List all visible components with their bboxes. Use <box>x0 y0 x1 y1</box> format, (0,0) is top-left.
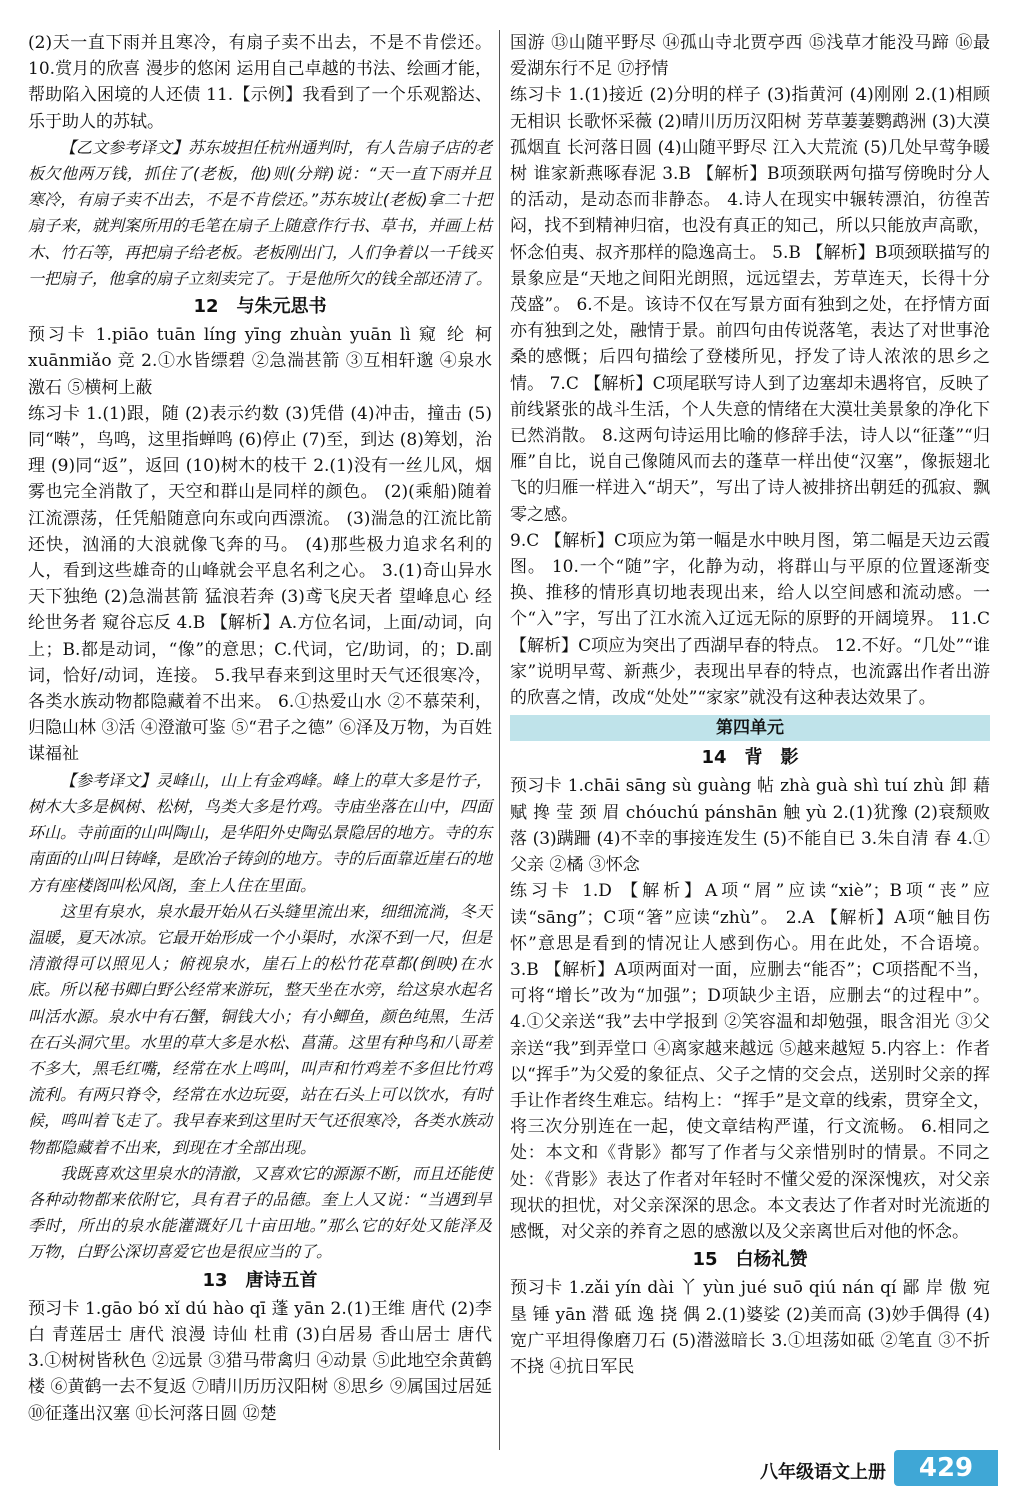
answer-paragraph: 预习卡 1.gāo bó xǐ dú hào qī 蓬 yān 2.(1)王维 唐代 (2)李白 青莲居士 唐代 浪漫 诗仙 杜甫 (3)白居易 香山居士 唐代 3.①树树皆秋色 ②远景 ③猎马带禽归 ④动景 ⑤此地空余黄鹤楼 ⑥黄鹤一去不复返 ⑦晴川历历汉阳树 ⑧思乡 ⑨属国过居延 ⑩征蓬出汉塞 ⑪长河落日圆 ⑫楚 <box>28 1298 492 1424</box>
lesson-title: 13 唐诗五首 <box>202 1269 318 1291</box>
unit-banner: 第四单元 <box>510 715 990 741</box>
answer-paragraph: 练习卡 1.(1)跟，随 (2)表示约数 (3)凭借 (4)冲击，撞击 (5)同“啭”，鸟鸣，这里指蝉鸣 (6)停止 (7)至，到达 (8)筹划，治理 (9)同“返”，返回 (10)树木的枝干 2.(1)没有一丝儿风，烟雾也完全消散了，天空和群山是同样的颜色。 (2)(乘船)随着江流漂荡，任凭船随意向东或向西漂流。 (3)湍急的江流比箭还快，汹涌的大浪就像飞奔的马。 (4)那些极力追求名利的人，看到这些雄奇的山峰就会平息名利之心。 3.(1)奇山异水 天下独绝 (2)急湍甚箭 猛浪若奔 (3)鸢飞戾天者 望峰息心 经纶世务者 窥谷忘反 4.B 【解析】A.方位名词，上面/动词，向上；B.都是动词，“像”的意思；C.代词，它/助词，的；D.副词，恰好/动词，连接。 5.我早春来到这里时天气还很寒冷，各类水族动物都隐藏着不出来。 6.①热爱山水 ②不慕荣利，归隐山林 ③活 ④澄澈可鉴 ⑤“君子之德” ⑥泽及万物，为百姓谋福祉 <box>28 403 492 765</box>
book-title-label: 八年级语文上册 <box>760 1462 886 1483</box>
left-column <box>28 30 492 1427</box>
lesson-title: 14 背 影 <box>701 747 799 769</box>
answer-paragraph: 9.C 【解析】C项应为第一幅是水中映月图，第二幅是天边云霞图。 10.一个“随”字，化静为动，将群山与平原的位置逐渐变换、推移的情形真切地表现出来，给人以空间感和流动感。一个“入”字，写出了江水流入辽远无际的原野的开阔境界。 11.C 【解析】C项应为突出了西湖早春的特点。 12.不好。“几处”“谁家”说明早莺、新燕少，表现出早春的特点，也流露出作者出游的欣喜之情，改成“处处”“家家”就没有这种表达效果了。 <box>510 530 990 709</box>
answer-paragraph: 预习卡 1.chāi sāng sù guàng 帖 zhà guà shì tuí zhù 卸 藉 赋 搀 莹 颈 眉 chóuchú pánshān 触 yù 2.(1)犹豫 (2)衰颓败落 (3)蹒跚 (4)不幸的事接连发生 (5)不能自已 3.朱自清 春 4.①父亲 ②橘 ③怀念 <box>510 776 990 876</box>
translation-paragraph: 【乙文参考译文】苏东坡担任杭州通判时，有人告扇子店的老板欠他两万钱，抓住了(老板，他)则(分辩)说：“天一直下雨并且寒冷，有扇子卖不出去，不是不肯偿还。”苏东坡让(老板)拿二十把扇子来，就判案所用的毛笔在扇子上随意作行书、草书，并画上枯木、竹石等，再把扇子给老板。老板刚出门，人们争着以一千钱买一把扇子，他拿的扇子立刻卖完了。于是他所欠的钱全部还清了。 <box>28 137 493 288</box>
lesson-title: 12 与朱元思书 <box>193 296 327 318</box>
answer-paragraph: 预习卡 1.piāo tuān líng yīng zhuàn yuān lì 窥 纶 柯 xuānmiǎo 竞 2.①水皆缥碧 ②急湍甚箭 ③互相轩邈 ④泉水激石 ⑤横柯上蔽 <box>28 325 492 398</box>
translation-paragraph: 【参考译文】灵峰山，山上有金鸡峰。峰上的草大多是竹子，树木大多是枫树、松树，鸟类大多是竹鸡。寺庙坐落在山中，四面环山。寺前面的山叫陶山，是华阳外史陶弘景隐居的地方。寺的东南面的山叫日铸峰，是欧冶子铸剑的地方。寺的后面靠近崖石的地方有座楼阁叫松风阁，奎上人住在里面。 <box>28 770 493 895</box>
answer-paragraph: 预习卡 1.zǎi yín dài 丫 yùn jué suō qiú nán qí 鄙 岸 傲 宛 垦 锤 yān 潜 砥 逸 挠 偶 2.(1)婆娑 (2)美而高 (3)妙手偶得 (4)宽广平坦得像磨刀石 (5)潜滋暗长 3.①坦荡如砥 ②笔直 ③不折不挠 ④抗日军民 <box>510 1278 990 1377</box>
translation-paragraph: 我既喜欢这里泉水的清澈，又喜欢它的源源不断，而且还能使各种动物都来依附它，具有君子的品德。奎上人又说：“当遇到旱季时，所出的泉水能灌溉好几十亩田地。”那么它的好处又能泽及万物，白野公深切喜爱它也是很应当的了。 <box>28 1163 493 1262</box>
translation-paragraph: 这里有泉水，泉水最开始从石头缝里流出来，细细流淌，冬天温暖，夏天冰凉。它最开始形成一个小渠时，水深不到一尺，但是清澈得可以照见人；俯视泉水，崖石上的松竹花草都(倒映)在水底。所以秘书卿白野公经常来游玩，整天坐在水旁，给这泉水起名叫活水源。泉水中有石蟹，铜钱大小；有小鲫鱼，颜色纯黑，生活在石头洞穴里。水里的草大多是水松、菖蒲。这里有种鸟和八哥差不多大，黑毛红嘴，经常在水上鸣叫，叫声和竹鸡差不多但比竹鸡流利。有两只脊令，经常在水边玩耍，站在石头上可以饮水，有时候，鸣叫着飞走了。我早春来到这里时天气还很寒冷，各类水族动物都隐藏着不出来，到现在才全部出现。 <box>28 901 493 1157</box>
column-divider <box>499 30 500 1450</box>
answer-paragraph: 练习卡 1.D 【解析】A项“屑”应读“xiè”；B项“丧”应读“sāng”；C项“箸”应读“zhù”。 2.A 【解析】A项“触目伤怀”意思是看到的情况让人感到伤心。用在此处，不合语境。 3.B 【解析】A项两面对一面，应删去“能否”；C项搭配不当，可将“增长”改为“加强”；D项缺少主语，应删去“的过程中”。 4.①父亲送“我”去中学报到 ②笑容温和却勉强，眼含泪光 ③父亲送“我”到弄堂口 ④离家越来越远 ⑤越来越短 5.内容上：作者以“挥手”为父爱的象征点、父子之情的交会点，送别时父亲的挥手让作者终生难忘。结构上：“挥手”是文章的线索，贯穿全文，将三次分别连在一起，使文章结构严谨，行文流畅。 6.相同之处：本文和《背影》都写了作者与父亲惜别时的情景。不同之处：《背影》表达了作者对年轻时不懂父爱的深深愧疚，对父亲现状的担忧，对父亲深深的思念。本文表达了作者对时光流逝的感慨，对父亲的养育之恩的感激以及父亲离世后对他的怀念。 <box>510 881 990 1242</box>
answer-paragraph: 练习卡 1.(1)接近 (2)分明的样子 (3)指黄河 (4)刚刚 2.(1)相顾无相识 长歌怀采薇 (2)晴川历历汉阳树 芳草萋萋鹦鹉洲 (3)大漠孤烟直 长河落日圆 (4)山随平野尽 江入大荒流 (5)几处早莺争暖树 谁家新燕啄春泥 3.B 【解析】B项颈联两句描写傍晚时分人的活动，是动态而非静态。 4.诗人在现实中辗转漂泊，彷徨苦闷，找不到精神归宿，也没有真正的知己，所以只能放声高歌，怀念伯夷、叔齐那样的隐逸高士。 5.B 【解析】B项颈联描写的景象应是“天地之间阳光朗照，远远望去，芳草连天，长得十分茂盛”。 6.不是。该诗不仅在写景方面有独到之处，在抒情方面亦有独到之处，融情于景。前四句由传说落笔，表达了对世事沧桑的感慨；后四句描绘了登楼所见，抒发了诗人浓浓的思乡之情。 7.C 【解析】C项尾联写诗人到了边塞却未遇将官，反映了前线紧张的战斗生活，个人失意的情绪在大漠壮美景象的净化下已然消散。 8.这两句诗运用比喻的修辞手法，诗人以“征蓬”“归雁”自比，说自己像随风而去的蓬草一样出使“汉塞”，像振翅北飞的归雁一样进入“胡天”，写出了诗人被排挤出朝廷的孤寂、飘零之感。 <box>510 85 990 525</box>
right-column <box>510 30 990 1380</box>
answer-paragraph: 国游 ⑬山随平野尽 ⑭孤山寺北贾亭西 ⑮浅草才能没马蹄 ⑯最爱湖东行不足 ⑰抒情 <box>510 33 990 80</box>
lesson-title: 15 白杨礼赞 <box>692 1249 808 1271</box>
answer-paragraph: (2)天一直下雨并且寒冷，有扇子卖不出去，不是不肯偿还。 10.赏月的欣喜 漫步的悠闲 运用自己卓越的书法、绘画才能，帮助陷入困境的人还债 11.【示例】我看到了一个乐观豁达、乐于助人的苏轼。 <box>28 33 492 132</box>
page-number-badge: 429 <box>894 1450 998 1486</box>
